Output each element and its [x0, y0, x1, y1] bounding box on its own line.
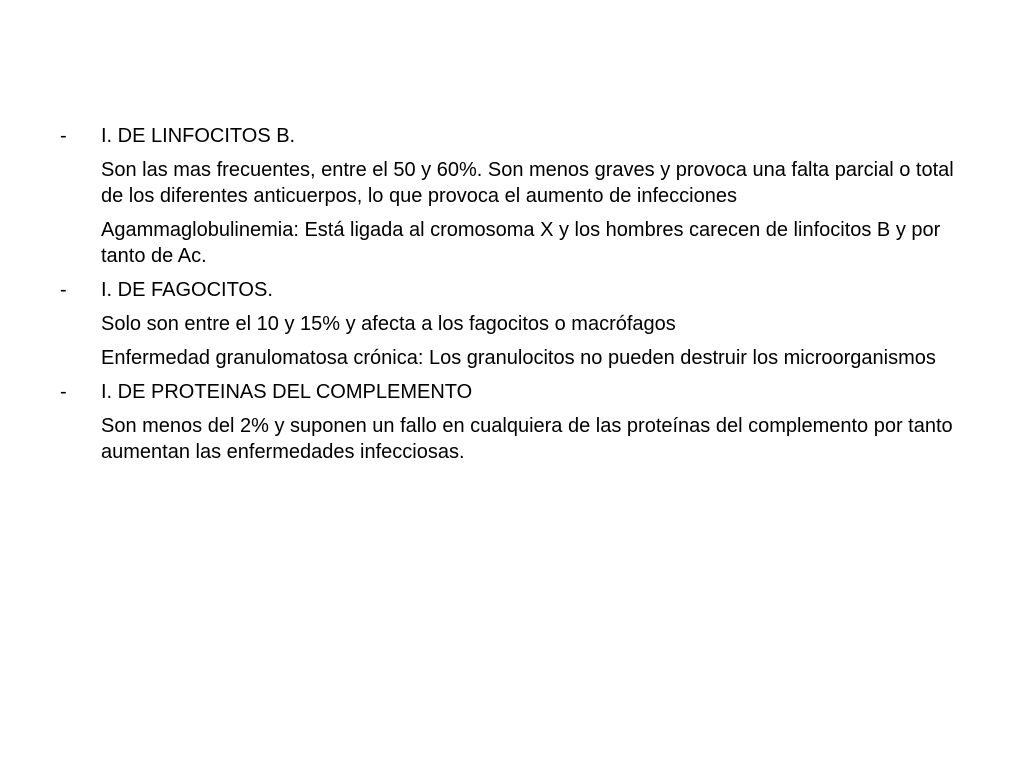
paragraph: Son menos del 2% y suponen un fallo en cualquiera de las proteínas del complemento por tanto aumentan las enfermedades infecciosas. [101, 415, 953, 463]
bullet-dash: - [60, 125, 67, 147]
bullet-dash: - [60, 279, 67, 301]
paragraph: Solo son entre el 10 y 15% y afecta a los fagocitos o macrófagos [101, 313, 676, 335]
section-heading-linfocitos-b [60, 123, 960, 149]
heading-text: I. DE FAGOCITOS. [101, 279, 273, 301]
heading-text: I. DE LINFOCITOS B. [101, 125, 296, 147]
paragraph: Enfermedad granulomatosa crónica: Los granulocitos no pueden destruir los microorganismos [101, 347, 936, 369]
slide-content [60, 123, 960, 473]
bullet-dash: - [60, 381, 67, 403]
paragraph: Son las mas frecuentes, entre el 50 y 60%. Son menos graves y provoca una falta parcial o total de los diferentes anticuerpos, lo que provoca el aumento de infecciones [101, 159, 954, 207]
section-heading-fagocitos [60, 277, 960, 303]
section-heading-complemento [60, 379, 960, 405]
paragraph: Agammaglobulinemia: Está ligada al cromosoma X y los hombres carecen de linfocitos B y por tanto de Ac. [101, 219, 941, 267]
heading-text: I. DE PROTEINAS DEL COMPLEMENTO [101, 381, 473, 403]
